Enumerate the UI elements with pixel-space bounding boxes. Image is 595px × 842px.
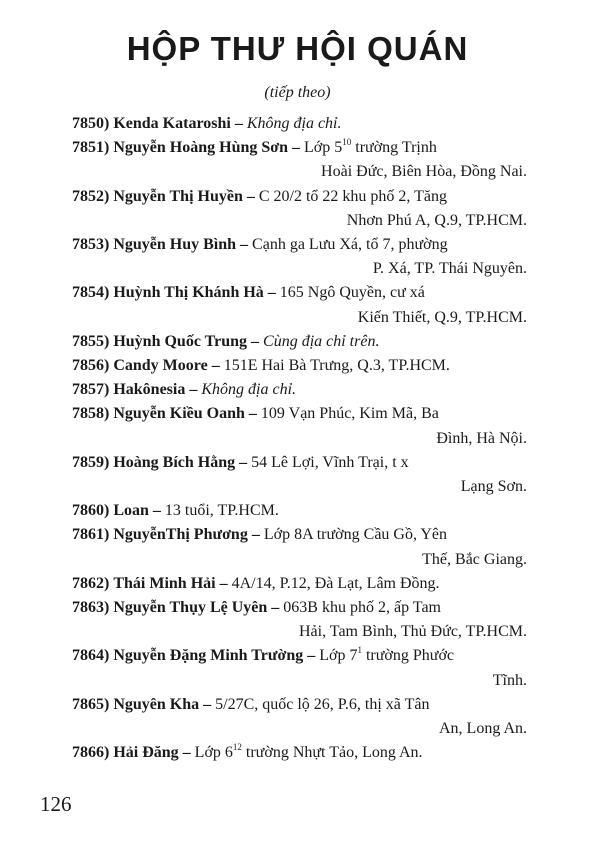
entry-continuation: Kiến Thiết, Q.9, TP.HCM. [357, 308, 527, 326]
page-number: 126 [40, 792, 72, 816]
entry-name: Nguyễn Kiều Oanh [113, 405, 245, 423]
entry-first-line [72, 499, 527, 523]
entry-name: Loan [113, 502, 149, 520]
list-item [72, 451, 527, 499]
entry-address: Cùng địa chỉ trên. [263, 332, 380, 350]
entry-name: NguyễnThị Phương [113, 526, 248, 544]
entry-dash: – [189, 381, 198, 399]
entry-dash: – [248, 405, 257, 423]
entry-first-line [72, 572, 527, 596]
entry-first-line [72, 451, 527, 475]
entry-list [72, 112, 527, 765]
entry-dash: – [246, 187, 255, 205]
entry-dash: – [267, 284, 276, 302]
entry-first-line [72, 281, 527, 305]
entry-number: 7853) [72, 236, 110, 254]
entry-dash: – [307, 647, 316, 665]
entry-address: 165 Ngô Quyền, cư xá [279, 284, 425, 302]
entry-number: 7863) [72, 599, 110, 617]
entry-address: 4A/14, P.12, Đà Lạt, Lâm Đồng. [231, 574, 440, 592]
entry-address: 54 Lê Lợi, Vĩnh Trại, t x [251, 453, 409, 471]
entry-number: 7858) [72, 405, 110, 423]
entry-address: Lớp 8A trường Cầu Gồ, Yên [263, 526, 448, 544]
entry-dash: – [240, 236, 249, 254]
entry-number: 7856) [72, 357, 110, 375]
entry-dash: – [182, 744, 191, 762]
entry-continuation: Thế, Bắc Giang. [422, 550, 527, 568]
entry-continuation: Hoài Đức, Biên Hòa, Đồng Nai. [321, 163, 527, 181]
entry-address-tail: trường Nhựt Tảo, Long An. [241, 744, 423, 762]
entry-number: 7860) [72, 502, 110, 520]
entry-first-line [72, 354, 527, 378]
entry-name: Nguyễn Đặng Minh Trường [113, 647, 304, 665]
entry-address: Không địa chỉ. [201, 381, 297, 399]
entry-first-line [72, 330, 527, 354]
entry-name: Thái Minh Hải [113, 574, 216, 592]
entry-address: C 20/2 tổ 22 khu phố 2, Tăng [258, 187, 448, 205]
entry-address: Cạnh ga Lưu Xá, tổ 7, phường [252, 236, 448, 254]
entry-first-line [72, 402, 527, 426]
entry-number: 7862) [72, 574, 110, 592]
list-item [72, 741, 527, 765]
list-item [72, 354, 527, 378]
entry-dash: – [251, 526, 260, 544]
entry-dash: – [219, 574, 228, 592]
entry-continuation: P. Xá, TP. Thái Nguyên. [372, 260, 527, 278]
entry-name: Hải Đăng [113, 744, 179, 762]
entry-dash: – [152, 502, 161, 520]
entry-first-line [72, 644, 527, 668]
entry-number: 7865) [72, 695, 110, 713]
list-item [72, 330, 527, 354]
entry-superscript: 10 [342, 137, 352, 148]
entry-address-tail: trường Trịnh [351, 139, 437, 157]
entry-first-line [72, 693, 527, 717]
subtitle: (tiếp theo) [264, 84, 331, 101]
entry-address: Lớp 5 [304, 139, 343, 157]
entry-address: 151E Hai Bà Trưng, Q.3, TP.HCM. [223, 357, 450, 375]
list-item [72, 693, 527, 741]
entry-number: 7864) [72, 647, 110, 665]
entry-number: 7852) [72, 187, 110, 205]
list-item [72, 402, 527, 450]
entry-superscript: 1 [357, 645, 362, 656]
list-item [72, 185, 527, 233]
entry-name: Candy Moore [113, 357, 208, 375]
entry-dash: – [271, 599, 280, 617]
entry-address: Lớp 7 [319, 647, 358, 665]
entry-dash: – [239, 453, 248, 471]
entry-first-line [72, 136, 527, 160]
entry-name: Huỳnh Quốc Trung [113, 332, 248, 350]
entry-dash: – [203, 695, 212, 713]
entry-address: 5/27C, quốc lộ 26, P.6, thị xã Tân [215, 695, 430, 713]
entry-number: 7866) [72, 744, 110, 762]
entry-number: 7850) [72, 115, 110, 132]
entry-number: 7857) [72, 381, 110, 399]
entry-address: Lớp 6 [194, 744, 233, 762]
entry-name: Huỳnh Thị Khánh Hà [113, 284, 264, 302]
entry-continuation: Đình, Hà Nội. [436, 429, 527, 447]
list-item [72, 596, 527, 644]
list-item [72, 378, 527, 402]
entry-address: 109 Vạn Phúc, Kim Mã, Ba [260, 405, 439, 423]
list-item [72, 112, 527, 136]
entry-continuation: An, Long An. [439, 720, 527, 738]
entry-dash: – [211, 357, 220, 375]
entry-address: 063B khu phố 2, ấp Tam [283, 599, 441, 617]
list-item [72, 499, 527, 523]
entry-number: 7855) [72, 332, 110, 350]
entry-continuation: Tĩnh. [492, 671, 527, 689]
entry-continuation: Lạng Sơn. [460, 478, 527, 496]
entry-name: Nguyên Kha [113, 695, 200, 713]
entry-first-line [72, 523, 527, 547]
entry-first-line [72, 741, 527, 765]
page-title: HỘP THƯ HỘI QUÁN [126, 30, 469, 67]
entry-name: Nguyễn Thụy Lệ Uyên [113, 599, 268, 617]
entry-address: Không địa chỉ. [246, 115, 342, 132]
entry-superscript: 12 [232, 742, 242, 753]
entry-name: Hoàng Bích Hằng [113, 453, 236, 471]
entry-number: 7851) [72, 139, 110, 157]
entry-dash: – [234, 115, 243, 132]
list-item [72, 644, 527, 692]
entry-address: 13 tuổi, TP.HCM. [164, 502, 279, 520]
entry-first-line [72, 112, 527, 136]
entry-name: Kenda Kataroshi [113, 115, 231, 132]
list-item [72, 281, 527, 329]
entry-continuation: Hải, Tam Bình, Thủ Đức, TP.HCM. [298, 623, 527, 641]
list-item [72, 233, 527, 281]
entry-first-line [72, 185, 527, 209]
entry-number: 7861) [72, 526, 110, 544]
entry-number: 7854) [72, 284, 110, 302]
entry-name: Nguyễn Huy Bình [113, 236, 237, 254]
entry-dash: – [251, 332, 260, 350]
entry-first-line [72, 596, 527, 620]
entry-dash: – [292, 139, 301, 157]
entry-number: 7859) [72, 453, 110, 471]
entry-name: Nguyễn Thị Huyền [113, 187, 243, 205]
entry-continuation: Nhơn Phú A, Q.9, TP.HCM. [346, 211, 527, 229]
list-item [72, 523, 527, 571]
entry-name: Nguyễn Hoàng Hùng Sơn [113, 139, 289, 157]
entry-name: Hakônesia [113, 381, 186, 399]
entry-address-tail: trường Phước [361, 647, 455, 665]
entry-first-line [72, 378, 527, 402]
list-item [72, 136, 527, 184]
list-item [72, 572, 527, 596]
entry-first-line [72, 233, 527, 257]
